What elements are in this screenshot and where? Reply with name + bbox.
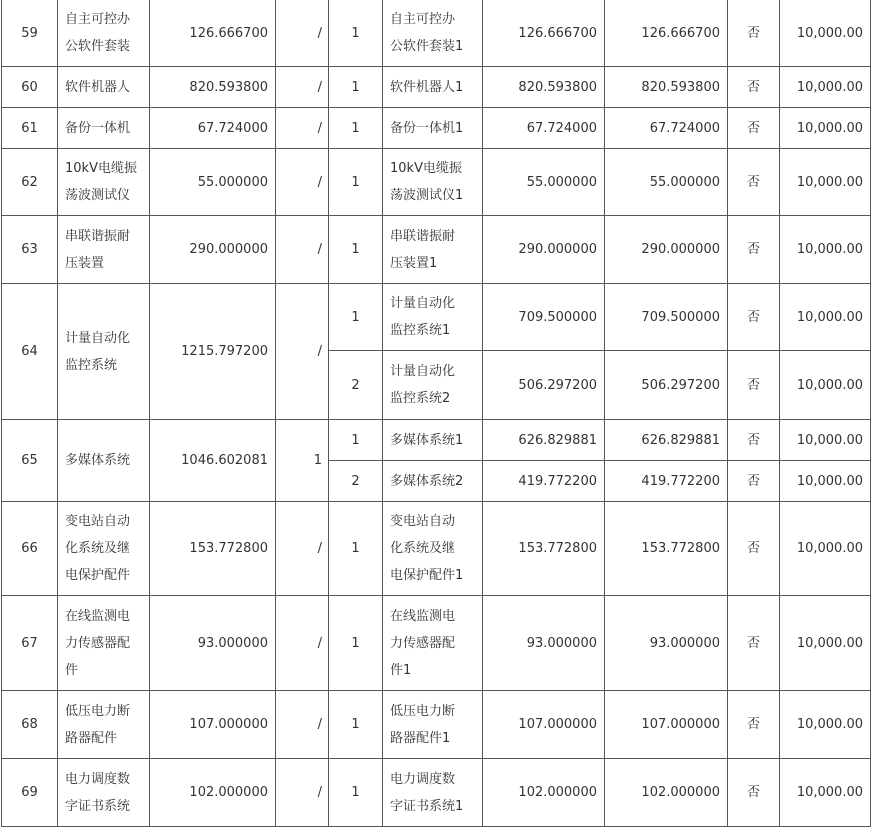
lot-amount: 67.724000 <box>150 108 276 149</box>
lot-name-line: 备份一体机 <box>65 120 131 136</box>
sub-lot-total: 709.500000 <box>605 284 728 351</box>
sub-lot-total: 107.000000 <box>605 691 728 759</box>
sub-index: 2 <box>329 351 383 420</box>
lot-name-line: 化系统及继 <box>65 541 131 556</box>
sub-lot-amount: 820.593800 <box>483 67 605 108</box>
sub-lot-name-line: 监控系统1 <box>390 323 451 338</box>
sub-lot-total: 93.000000 <box>605 596 728 691</box>
sub-lot-name-line: 软件机器人1 <box>390 79 464 95</box>
sub-lot-total: 506.297200 <box>605 351 728 420</box>
row-number: 69 <box>2 759 58 827</box>
sub-lot-name-line: 字证书系统1 <box>390 798 464 814</box>
sub-lot-name <box>383 67 483 108</box>
lot-amount: 1215.797200 <box>150 284 276 420</box>
lot-name-line: 电力调度数 <box>65 771 131 787</box>
table-body <box>2 0 871 827</box>
sub-lot-name-line: 串联谐振耐 <box>390 228 456 244</box>
lot-name <box>58 0 150 67</box>
sub-lot-amount: 153.772800 <box>483 502 605 596</box>
lot-mark: / <box>276 67 329 108</box>
sub-lot-name-line: 低压电力断 <box>390 703 456 719</box>
sub-index: 1 <box>329 759 383 827</box>
sub-lot-name-line: 力传感器配 <box>390 635 456 651</box>
sub-lot-name-line: 电保护配件1 <box>390 568 464 583</box>
sub-lot-name-line: 10kV电缆振 <box>390 161 462 176</box>
lot-name-line: 路器配件 <box>65 730 118 746</box>
deposit-amount: 10,000.00 <box>780 67 871 108</box>
lot-name <box>58 759 150 827</box>
row-number: 60 <box>2 67 58 108</box>
lot-name-line: 荡波测试仪 <box>65 188 131 203</box>
sub-lot-name-line: 压装置1 <box>390 255 438 271</box>
flag-cell: 否 <box>728 351 780 420</box>
row-number: 65 <box>2 420 58 502</box>
lot-amount: 126.666700 <box>150 0 276 67</box>
lot-amount: 820.593800 <box>150 67 276 108</box>
flag-cell: 否 <box>728 216 780 284</box>
lot-name <box>58 216 150 284</box>
sub-lot-name-line: 电力调度数 <box>390 771 456 787</box>
sub-lot-total: 102.000000 <box>605 759 728 827</box>
sub-lot-name <box>383 596 483 691</box>
sub-lot-name <box>383 108 483 149</box>
sub-lot-total: 419.772200 <box>605 461 728 502</box>
sub-lot-name-line: 监控系统2 <box>390 391 451 406</box>
sub-lot-name <box>383 284 483 351</box>
lot-amount: 102.000000 <box>150 759 276 827</box>
lot-name-line: 变电站自动 <box>65 514 131 529</box>
sub-index: 1 <box>329 284 383 351</box>
table-row <box>2 691 871 759</box>
table-row <box>2 67 871 108</box>
sub-lot-amount: 102.000000 <box>483 759 605 827</box>
table-row <box>2 420 871 461</box>
sub-lot-amount: 419.772200 <box>483 461 605 502</box>
lot-name <box>58 502 150 596</box>
sub-lot-amount: 709.500000 <box>483 284 605 351</box>
lot-name-line: 多媒体系统 <box>65 453 131 468</box>
sub-index: 1 <box>329 502 383 596</box>
deposit-amount: 10,000.00 <box>780 420 871 461</box>
deposit-amount: 10,000.00 <box>780 759 871 827</box>
lot-mark: / <box>276 0 329 67</box>
lot-name-line: 电保护配件 <box>65 568 131 583</box>
flag-cell: 否 <box>728 284 780 351</box>
lot-amount: 55.000000 <box>150 149 276 216</box>
table-row <box>2 108 871 149</box>
sub-lot-name-line: 荡波测试仪1 <box>390 188 464 203</box>
flag-cell: 否 <box>728 0 780 67</box>
lot-amount: 107.000000 <box>150 691 276 759</box>
table-row <box>2 759 871 827</box>
lot-mark: / <box>276 284 329 420</box>
lot-name-line: 压装置 <box>65 255 105 271</box>
sub-lot-name-line: 多媒体系统1 <box>390 432 464 448</box>
table-row <box>2 502 871 596</box>
sub-lot-name-line: 化系统及继 <box>390 541 456 556</box>
sub-lot-name <box>383 502 483 596</box>
lot-name <box>58 691 150 759</box>
sub-lot-total: 626.829881 <box>605 420 728 461</box>
sub-lot-name <box>383 759 483 827</box>
sub-index: 1 <box>329 0 383 67</box>
flag-cell: 否 <box>728 759 780 827</box>
table-row <box>2 596 871 691</box>
lot-name <box>58 596 150 691</box>
sub-lot-name-line: 计量自动化 <box>390 364 456 379</box>
lot-name-line: 低压电力断 <box>65 703 131 719</box>
sub-lot-amount: 67.724000 <box>483 108 605 149</box>
deposit-amount: 10,000.00 <box>780 0 871 67</box>
deposit-amount: 10,000.00 <box>780 108 871 149</box>
lot-amount: 93.000000 <box>150 596 276 691</box>
row-number: 64 <box>2 284 58 420</box>
sub-lot-name <box>383 420 483 461</box>
table-row <box>2 216 871 284</box>
lot-mark: 1 <box>276 420 329 502</box>
lot-name <box>58 420 150 502</box>
table-row <box>2 0 871 67</box>
row-number: 67 <box>2 596 58 691</box>
sub-lot-name-line: 多媒体系统2 <box>390 473 464 489</box>
sub-lot-name-line: 变电站自动 <box>390 514 456 529</box>
lot-mark: / <box>276 216 329 284</box>
sub-lot-name-line: 在线监测电 <box>390 608 456 624</box>
sub-lot-name-line: 计量自动化 <box>390 296 456 311</box>
sub-lot-amount: 626.829881 <box>483 420 605 461</box>
sub-lot-name <box>383 216 483 284</box>
sub-lot-amount: 290.000000 <box>483 216 605 284</box>
sub-lot-amount: 126.666700 <box>483 0 605 67</box>
flag-cell: 否 <box>728 502 780 596</box>
deposit-amount: 10,000.00 <box>780 596 871 691</box>
deposit-amount: 10,000.00 <box>780 216 871 284</box>
sub-index: 1 <box>329 596 383 691</box>
row-number: 59 <box>2 0 58 67</box>
flag-cell: 否 <box>728 67 780 108</box>
sub-lot-name <box>383 691 483 759</box>
sub-lot-name-line: 公软件套装1 <box>390 39 464 54</box>
row-number: 61 <box>2 108 58 149</box>
deposit-amount: 10,000.00 <box>780 351 871 420</box>
lot-mark: / <box>276 596 329 691</box>
sub-index: 1 <box>329 420 383 461</box>
sub-index: 2 <box>329 461 383 502</box>
sub-lot-total: 126.666700 <box>605 0 728 67</box>
deposit-amount: 10,000.00 <box>780 149 871 216</box>
lot-name <box>58 108 150 149</box>
sub-lot-total: 153.772800 <box>605 502 728 596</box>
lot-name-line: 件 <box>65 662 79 678</box>
row-number: 66 <box>2 502 58 596</box>
sub-lot-amount: 107.000000 <box>483 691 605 759</box>
lot-name-line: 在线监测电 <box>65 608 131 624</box>
flag-cell: 否 <box>728 691 780 759</box>
sub-lot-total: 67.724000 <box>605 108 728 149</box>
lot-amount: 290.000000 <box>150 216 276 284</box>
procurement-lots-table <box>1 0 871 827</box>
lot-mark: / <box>276 108 329 149</box>
lot-name <box>58 284 150 420</box>
sub-lot-total: 55.000000 <box>605 149 728 216</box>
sub-lot-name <box>383 461 483 502</box>
lot-mark: / <box>276 502 329 596</box>
sub-lot-amount: 93.000000 <box>483 596 605 691</box>
lot-name-line: 力传感器配 <box>65 635 131 651</box>
lot-name-line: 计量自动化 <box>65 330 131 346</box>
table-row <box>2 149 871 216</box>
lot-amount: 153.772800 <box>150 502 276 596</box>
sub-lot-total: 820.593800 <box>605 67 728 108</box>
table-row <box>2 284 871 351</box>
flag-cell: 否 <box>728 420 780 461</box>
sub-index: 1 <box>329 108 383 149</box>
row-number: 68 <box>2 691 58 759</box>
lot-mark: / <box>276 759 329 827</box>
lot-name-line: 软件机器人 <box>65 79 131 95</box>
sub-lot-name-line: 自主可控办 <box>390 12 456 27</box>
deposit-amount: 10,000.00 <box>780 461 871 502</box>
lot-name-line: 串联谐振耐 <box>65 228 131 244</box>
sub-lot-name <box>383 351 483 420</box>
deposit-amount: 10,000.00 <box>780 691 871 759</box>
sub-lot-name <box>383 0 483 67</box>
sub-index: 1 <box>329 691 383 759</box>
sub-index: 1 <box>329 67 383 108</box>
deposit-amount: 10,000.00 <box>780 502 871 596</box>
lot-mark: / <box>276 149 329 216</box>
sub-index: 1 <box>329 149 383 216</box>
sub-index: 1 <box>329 216 383 284</box>
lot-name <box>58 149 150 216</box>
lot-name-line: 字证书系统 <box>65 798 131 814</box>
lot-name <box>58 67 150 108</box>
lot-name-line: 监控系统 <box>65 357 118 373</box>
lot-name-line: 公软件套装 <box>65 39 131 54</box>
lot-mark: / <box>276 691 329 759</box>
flag-cell: 否 <box>728 461 780 502</box>
sub-lot-name-line: 件1 <box>390 662 412 678</box>
lot-name-line: 自主可控办 <box>65 12 131 27</box>
lot-amount: 1046.602081 <box>150 420 276 502</box>
sub-lot-total: 290.000000 <box>605 216 728 284</box>
row-number: 62 <box>2 149 58 216</box>
sub-lot-name-line: 备份一体机1 <box>390 120 464 136</box>
deposit-amount: 10,000.00 <box>780 284 871 351</box>
flag-cell: 否 <box>728 108 780 149</box>
sub-lot-amount: 55.000000 <box>483 149 605 216</box>
row-number: 63 <box>2 216 58 284</box>
flag-cell: 否 <box>728 149 780 216</box>
flag-cell: 否 <box>728 596 780 691</box>
sub-lot-name-line: 路器配件1 <box>390 730 451 746</box>
sub-lot-name <box>383 149 483 216</box>
lot-name-line: 10kV电缆振 <box>65 161 137 176</box>
sub-lot-amount: 506.297200 <box>483 351 605 420</box>
